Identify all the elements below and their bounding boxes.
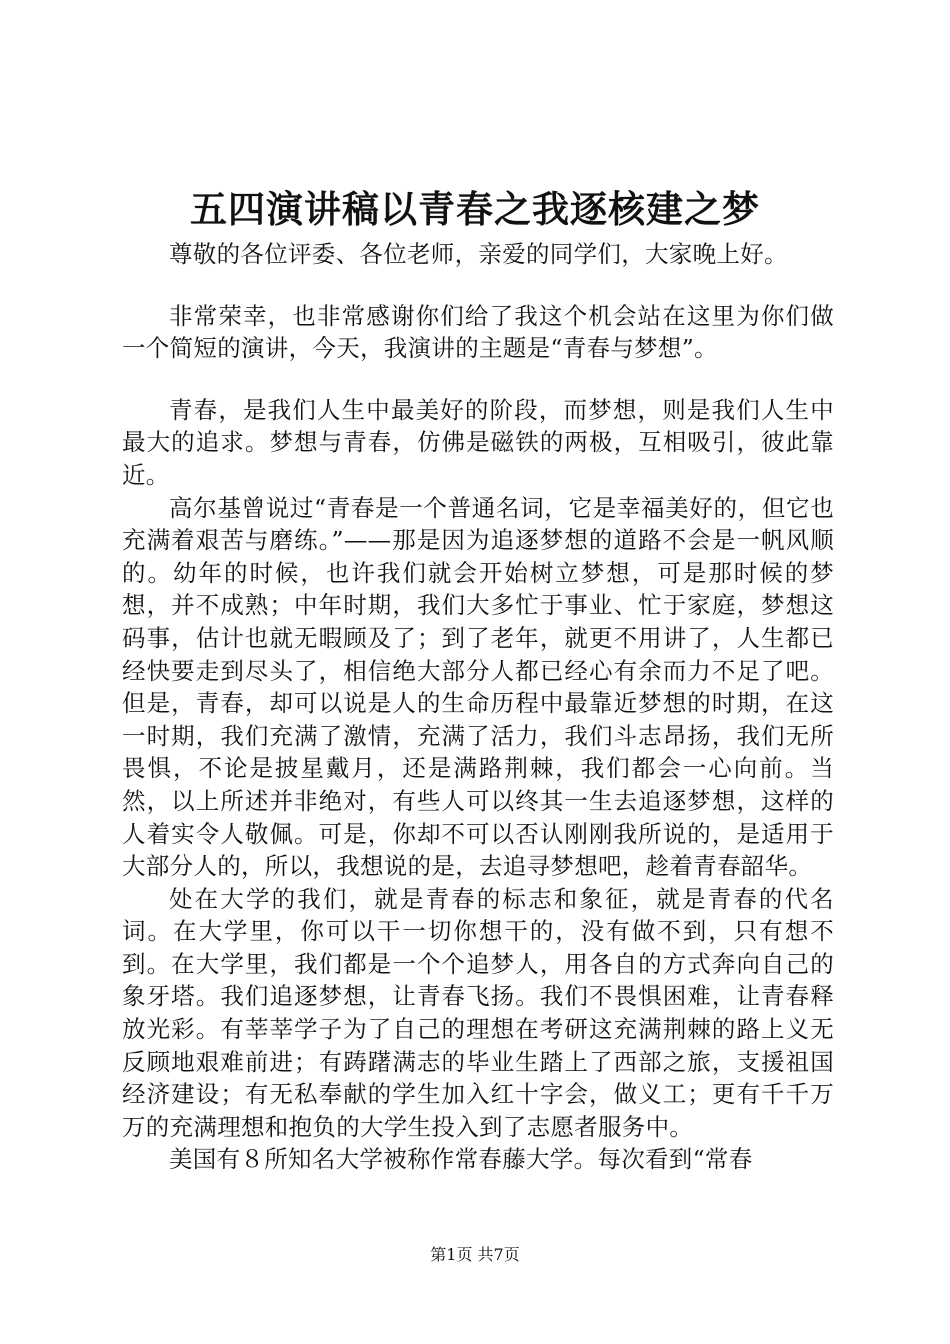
paragraph-youth: 青春，是我们人生中最美好的阶段，而梦想，则是我们人生中最大的追求。梦想与青春，仿佛是磁铁的两极，互相吸引，彼此靠近。 — [122, 395, 834, 489]
paragraph-gorky-quote: 高尔基曾说过“青春是一个普通名词，它是幸福美好的，但它也充满着艰苦与磨练。”——那是因为追逐梦想的道路不会是一帆风顺的。幼年的时候，也许我们就会开始树立梦想，可是那时候的梦想，并不成熟；中年时期，我们大多忙于事业、忙于家庭，梦想这码事，估计也就无暇顾及了；到了老年，就更不用讲了，人生都已经快要走到尽头了，相信绝大部分人都已经心有余而力不足了吧。但是，青春，却可以说是人的生命历程中最靠近梦想的时期，在这一时期，我们充满了激情，充满了活力，我们斗志昂扬，我们无所畏惧，不论是披星戴月，还是满路荆棘，我们都会一心向前。当然，以上所述并非绝对，有些人可以终其一生去追逐梦想，这样的人着实令人敬佩。可是，你却不可以否认刚刚我所说的，是适用于大部分人的，所以，我想说的是，去追寻梦想吧，趁着青春韶华。 — [122, 493, 834, 881]
paragraph-intro: 非常荣幸，也非常感谢你们给了我这个机会站在这里为你们做一个简短的演讲，今天，我演讲的主题是“青春与梦想”。 — [122, 301, 834, 363]
paragraph-greeting: 尊敬的各位评委、各位老师，亲爱的同学们，大家晚上好。 — [169, 240, 788, 268]
page-footer: 第1页 共7页 — [430, 1245, 520, 1264]
paragraph-university: 处在大学的我们，就是青春的标志和象征，就是青春的代名词。在大学里，你可以干一切你想干的，没有做不到，只有想不到。在大学里，我们都是一个个追梦人，用各自的方式奔向自己的象牙塔。我们追逐梦想，让青春飞扬。我们不畏惧困难，让青春释放光彩。有莘莘学子为了自己的理想在考研这充满荆棘的路上义无反顾地艰难前进；有踌躇满志的毕业生踏上了西部之旅，支援祖国经济建设；有无私奉献的学生加入红十字会，做义工；更有千千万万的充满理想和抱负的大学生投入到了志愿者服务中。 — [122, 884, 834, 1141]
document-body — [122, 238, 834, 1176]
document-title: 五四演讲稿以青春之我逐核建之梦 — [190, 187, 760, 231]
paragraph-ivy-league: 美国有８所知名大学被称作常春藤大学。每次看到“常春 — [169, 1145, 753, 1174]
